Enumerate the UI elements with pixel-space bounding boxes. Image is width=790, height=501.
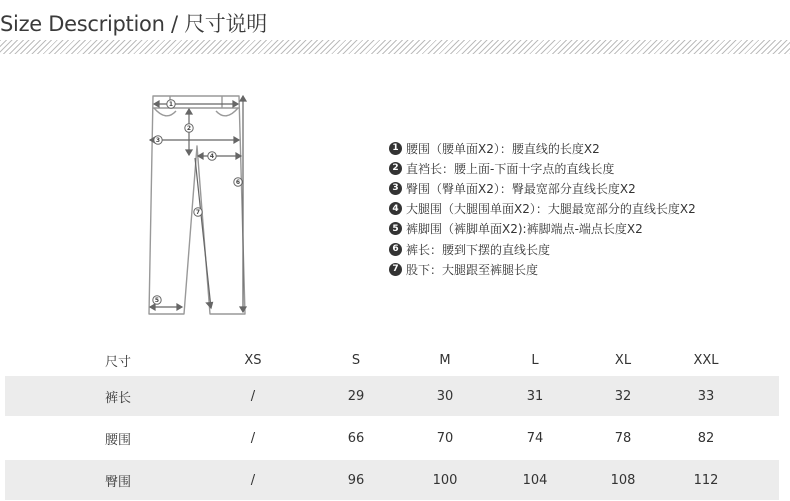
- table-cell: 100: [432, 472, 458, 488]
- table-header-row: [5, 344, 779, 376]
- legend-number-badge: 7: [389, 263, 402, 276]
- legend-text: 大腿围（大腿围单面X2）：大腿最宽部分的直线长度X2: [406, 202, 696, 217]
- marker-6: [234, 178, 242, 186]
- header-cell-xs: XS: [244, 352, 262, 368]
- left-pocket: [154, 108, 176, 116]
- table-cell: 112: [693, 472, 719, 488]
- table-cell: 104: [522, 472, 548, 488]
- header-cell-m: M: [439, 352, 451, 368]
- svg-text:7: 7: [195, 209, 201, 217]
- legend-item: [389, 138, 696, 158]
- svg-text:2: 2: [186, 125, 192, 133]
- marker-4: [208, 152, 216, 160]
- legend-number-badge: 2: [389, 162, 402, 175]
- header-cell-l: L: [531, 352, 539, 368]
- legend-item: [389, 239, 696, 259]
- legend-text: 裤脚围（裤脚单面X2):裤脚端点-端点长度X2: [406, 222, 643, 237]
- table-cell: 30: [436, 388, 454, 404]
- legend-item: [389, 259, 696, 279]
- legend-text: 直裆长：腰上面-下面十字点的直线长度: [406, 161, 615, 176]
- table-cell: 33: [697, 388, 715, 404]
- table-row: [5, 460, 779, 500]
- header-divider: [0, 40, 790, 54]
- table-cell: /: [250, 472, 256, 488]
- legend-item: [389, 158, 696, 178]
- header-cell-size: 尺寸: [105, 354, 132, 370]
- legend-text: 腰围（腰单面X2）：腰直线的长度X2: [406, 141, 600, 156]
- table-cell: 66: [347, 430, 365, 446]
- legend-text: 裤长：腰到下摆的直线长度: [406, 242, 551, 257]
- table-cell: /: [250, 430, 256, 446]
- legend-number-badge: 5: [389, 222, 402, 235]
- svg-text:4: 4: [209, 153, 215, 161]
- legend-number-badge: 1: [389, 142, 402, 155]
- legend-item: [389, 178, 696, 198]
- table-cell: 96: [347, 472, 365, 488]
- svg-text:1: 1: [168, 101, 174, 109]
- legend-number-badge: 6: [389, 243, 402, 256]
- header-cell-xl: XL: [614, 352, 632, 368]
- row-label: 腰围: [105, 432, 132, 448]
- table-cell: 29: [347, 388, 365, 404]
- legend-number-badge: 4: [389, 202, 402, 215]
- table-cell: 32: [614, 388, 632, 404]
- svg-text:6: 6: [235, 179, 241, 187]
- table-cell: 74: [526, 430, 544, 446]
- legend-number-badge: 3: [389, 182, 402, 195]
- svg-text:5: 5: [154, 297, 160, 305]
- row-label: 臀围: [105, 474, 132, 490]
- pants-diagram: [140, 92, 252, 324]
- marker-1: [167, 100, 175, 108]
- table-cell: 31: [526, 388, 544, 404]
- svg-text:3: 3: [155, 137, 161, 145]
- legend-item: [389, 219, 696, 239]
- row-label: 裤长: [105, 390, 132, 406]
- pants-outline: [149, 96, 245, 314]
- table-cell: /: [250, 388, 256, 404]
- table-cell: 82: [697, 430, 715, 446]
- legend-text: 臀围（臀单面X2）：臀最宽部分直线长度X2: [406, 181, 636, 196]
- marker-7: [194, 208, 202, 216]
- header-cell-s: S: [351, 352, 361, 368]
- table-cell: 78: [614, 430, 632, 446]
- marker-2: [185, 124, 193, 132]
- header-cell-xxl: XXL: [693, 352, 719, 368]
- legend-text: 股下：大腿跟至裤腿长度: [406, 262, 539, 277]
- table-row: [5, 416, 779, 460]
- marker-5: [153, 296, 161, 304]
- measurement-legend: [389, 138, 696, 279]
- legend-item: [389, 199, 696, 219]
- right-pocket: [216, 108, 238, 116]
- table-cell: 70: [436, 430, 454, 446]
- table-row: [5, 376, 779, 416]
- page-title: Size Description / 尺寸说明: [0, 12, 267, 36]
- marker-3: [154, 136, 162, 144]
- table-cell: 108: [610, 472, 636, 488]
- size-table: [5, 344, 779, 500]
